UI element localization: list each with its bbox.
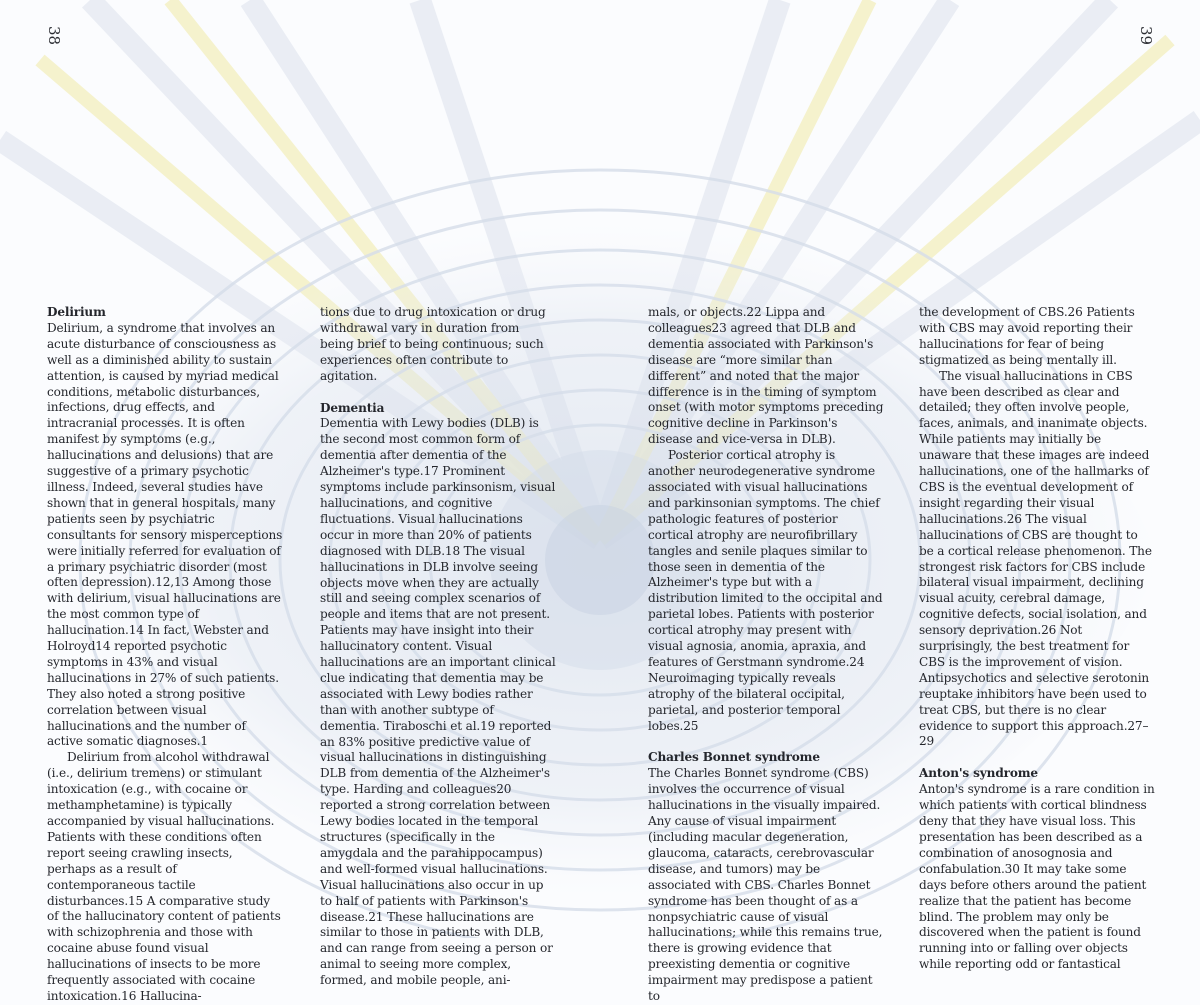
page-number-left: 38 bbox=[45, 25, 64, 46]
paragraph: The visual hallucinations in CBS have been described as clear and detailed; they often involve people, faces, animals, and inanimate objects. While patients may initially be unaware that these images are indeed hallucinations, one of the hallmarks of CBS is the eventual development of insight regarding their visual hallucinations.26 The visual hallucinations of CBS are thought to be a cortical release phenomenon. The strongest risk factors for CBS include bilateral visual impairment, declining visual acuity, cerebral damage, cognitive defects, social isolation, and sensory deprivation.26 Not surprisingly, the best treatment for CBS is the improvement of vision. Antipsychotics and selective serotonin reuptake inhibitors have been used to treat CBS, but there is no clear evidence to support this approach.27–29 bbox=[919, 368, 1152, 749]
text-column-3 bbox=[648, 305, 884, 1005]
section-heading-dementia: Dementia bbox=[320, 400, 385, 415]
page-number-right: 39 bbox=[1137, 25, 1156, 46]
paragraph: Visual hallucinations also occur in up to half of patients with Parkinson's disease.21 These hallucinations are similar to those in patients with DLB, and can range from seeing a person or animal to seeing more complex, formed, and mobile people, ani- bbox=[320, 877, 553, 988]
text-column-2 bbox=[320, 305, 556, 989]
paragraph: Delirium, a syndrome that involves an acute disturbance of consciousness as well as a diminished ability to sustain attention, is caused by myriad medical conditions, metabolic disturbances, infections, drug effects, and intracranial processes. It is often manifest by symptoms (e.g., hallucinations and delusions) that are suggestive of a primary psychotic illness. Indeed, several studies have shown that in general hospitals, many patients seen by psychiatric consultants for sensory misperceptions were initially referred for evaluation of a primary psychiatric disorder (most often depression).12,13 Among those with delirium, visual hallucinations are the most common type of hallucination.14 In fact, Webster and Holroyd14 reported psychotic symptoms in 43% and visual hallucinations in 27% of such patients. They also noted a strong positive correlation between visual hallucinations and the number of active somatic diagnoses.1 bbox=[47, 320, 283, 749]
section-heading-charles-bonnet: Charles Bonnet syndrome bbox=[648, 750, 820, 765]
paragraph: The Charles Bonnet syndrome (CBS) involves the occurrence of visual hallucinations in the visually impaired. Any cause of visual impairment (including macular degeneration, glaucoma, cataracts, cerebrovascular disease, and tumors) may be associated with CBS. Charles Bonnet syndrome has been thought of as a nonpsychiatric cause of visual hallucinations; while this remains true, there is growing evidence that preexisting dementia or cognitive impairment may predispose a patient to bbox=[648, 766, 883, 1004]
paragraph: Anton's syndrome is a rare condition in which patients with cortical blindness deny that they have visual loss. This presentation has been described as a combination of anosognosia and confabulation.30 It may take some days before others around the patient realize that the patient has become blind. The problem may only be discovered when the patient is found running into or falling over objects while reporting odd or fantastical bbox=[919, 782, 1155, 972]
paragraph: Delirium from alcohol withdrawal (i.e., delirium tremens) or stimulant intoxication (e.g., with cocaine or methamphetamine) is typically accompanied by visual hallucinations. Patients with these conditions often report seeing crawling insects, perhaps as a result of contemporaneous tactile disturbances.15 A comparative study of the hallucinatory content of patients with schizophrenia and those with cocaine abuse found visual hallucinations of insects to be more frequently associated with cocaine intoxication.16 Hallucina- bbox=[47, 750, 281, 1003]
paragraph: tions due to drug intoxication or drug withdrawal vary in duration from being brief to being continuous; such experiences often contribute to agitation. bbox=[320, 305, 546, 383]
paragraph: the development of CBS.26 Patients with CBS may avoid reporting their hallucinations for fear of being stigmatized as being mentally ill. bbox=[919, 305, 1135, 367]
paragraph: mals, or objects.22 Lippa and colleagues23 agreed that DLB and dementia associated with Parkinson's disease are “more similar than different” and noted that the major difference is in the timing of symptom onset (with motor symptoms preceding cognitive decline in Parkinson's disease and vice-versa in DLB). bbox=[648, 305, 884, 447]
section-heading-antons-syndrome: Anton's syndrome bbox=[919, 766, 1038, 781]
paragraph: Posterior cortical atrophy is another neurodegenerative syndrome associated with visual hallucinations and parkinsonian symptoms. The chief pathologic features of posterior cortical atrophy are neurofibrillary tangles and senile plaques similar to those seen in dementia of the Alzheimer's type but with a distribution limited to the occipital and parietal lobes. Patients with posterior cortical atrophy may present with visual agnosia, anomia, apraxia, and features of Gerstmann syndrome.24 Neuroimaging typically reveals atrophy of the bilateral occipital, parietal, and posterior temporal lobes.25 bbox=[648, 448, 883, 733]
text-column-4 bbox=[919, 305, 1155, 973]
paragraph: Dementia with Lewy bodies (DLB) is the second most common form of dementia after dementia of the Alzheimer's type.17 Prominent symptoms include parkinsonism, visual hallucinations, and cognitive fluctuations. Visual hallucinations occur in more than 20% of patients diagnosed with DLB.18 The visual hallucinations in DLB involve seeing objects move when they are actually still and seeing complex scenarios of people and items that are not present. Patients may have insight into their hallucinatory content. Visual hallucinations are an important clinical clue indicating that dementia may be associated with Lewy bodies rather than with another subtype of dementia. Tiraboschi et al.19 reported an 83% positive predictive value of visual hallucinations in distinguishing DLB from dementia of the Alzheimer's type. Harding and colleagues20 reported a strong correlation between Lewy bodies located in the temporal structures (specifically in the amygdala and the parahippocampus) and well-formed visual hallucinations. bbox=[320, 416, 556, 876]
section-heading-delirium: Delirium bbox=[47, 305, 106, 319]
text-column-1 bbox=[47, 305, 283, 1005]
